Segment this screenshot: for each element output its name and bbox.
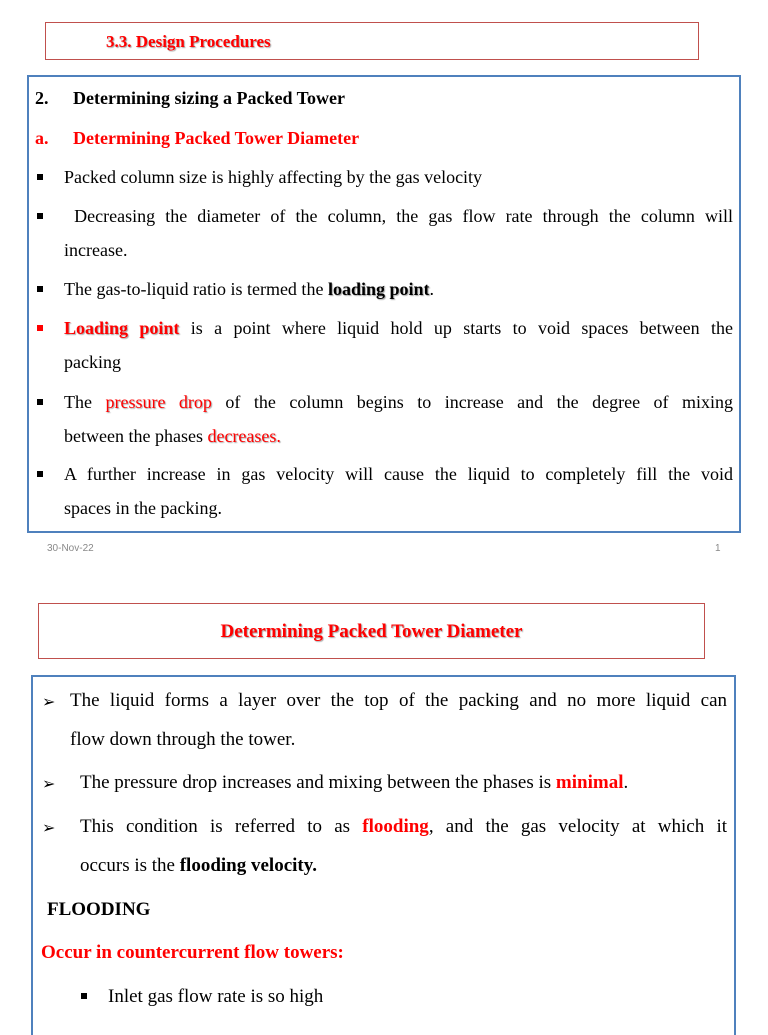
pressure-drop-red: pressure drop: [105, 392, 212, 412]
loading-point-red: Loading point: [64, 318, 180, 338]
bullet-1-text: Packed column size is highly affecting by the gas velocity: [64, 167, 483, 187]
arrow-1-line-1: The liquid forms a layer over the top of the packing and no more liquid can: [70, 690, 727, 711]
square-bullet-icon: [37, 286, 43, 292]
arrow-bullet-icon: ➢: [42, 692, 56, 711]
subheading-letter: a.: [35, 128, 49, 148]
flooding-red: flooding: [362, 816, 429, 837]
slide1-title: 3.3. Design Procedures: [106, 32, 271, 51]
heading-text: Determining sizing a Packed Tower: [73, 88, 345, 108]
arrow-3-line-2: occurs is the flooding velocity.: [80, 855, 317, 876]
subheading-text: Determining Packed Tower Diameter: [73, 128, 360, 148]
bullet-5-line-1: The pressure drop of the column begins to increase and the degree of mixing: [64, 392, 733, 412]
arrow-2-text: The pressure drop increases and mixing between the phases is minimal.: [80, 772, 629, 793]
minimal-red: minimal: [555, 772, 624, 793]
arrow-bullet-icon: ➢: [42, 818, 56, 837]
slide-page-number: 1: [715, 543, 721, 554]
decreases-red: decreases.: [207, 426, 281, 446]
square-bullet-icon: [37, 174, 43, 180]
bullet-2-line-1: Decreasing the diameter of the column, the gas flow rate through the column will: [74, 206, 733, 226]
slide2-title: Determining Packed Tower Diameter: [220, 621, 523, 642]
arrow-bullet-icon: ➢: [42, 774, 56, 793]
bullet-6-line-1: A further increase in gas velocity will cause the liquid to completely fill the void: [64, 464, 733, 484]
bullet-4-line-2: packing: [64, 352, 121, 372]
square-bullet-icon: [81, 993, 87, 999]
square-bullet-icon: [37, 213, 43, 219]
bullet-3-text: The gas-to-liquid ratio is termed the loading point.: [64, 279, 434, 299]
slide-date: 30-Nov-22: [47, 543, 94, 554]
slide2-title-box: [38, 603, 705, 659]
loading-point-emphasis: loading point: [327, 279, 430, 299]
bullet-4-line-1: Loading point is a point where liquid hold up starts to void spaces between the: [64, 318, 733, 338]
bullet-5-line-2: between the phases decreases.: [64, 426, 281, 446]
square-bullet-icon: [37, 399, 43, 405]
heading-number: 2.: [35, 88, 49, 108]
bullet-2-line-2: increase.: [64, 240, 128, 260]
slide1-title-box: [45, 22, 699, 60]
bullet-6-line-2: spaces in the packing.: [64, 498, 222, 518]
arrow-3-line-1: This condition is referred to as flooding, and the gas velocity at which it: [80, 816, 727, 837]
sub-bullet-1-text: Inlet gas flow rate is so high: [108, 986, 324, 1007]
occur-heading: Occur in countercurrent flow towers:: [41, 942, 344, 963]
flooding-heading: FLOODING: [47, 899, 151, 920]
square-bullet-icon: [37, 325, 43, 331]
arrow-1-line-2: flow down through the tower.: [70, 729, 296, 750]
flooding-velocity-bold: flooding velocity.: [179, 855, 317, 876]
square-bullet-icon: [37, 471, 43, 477]
